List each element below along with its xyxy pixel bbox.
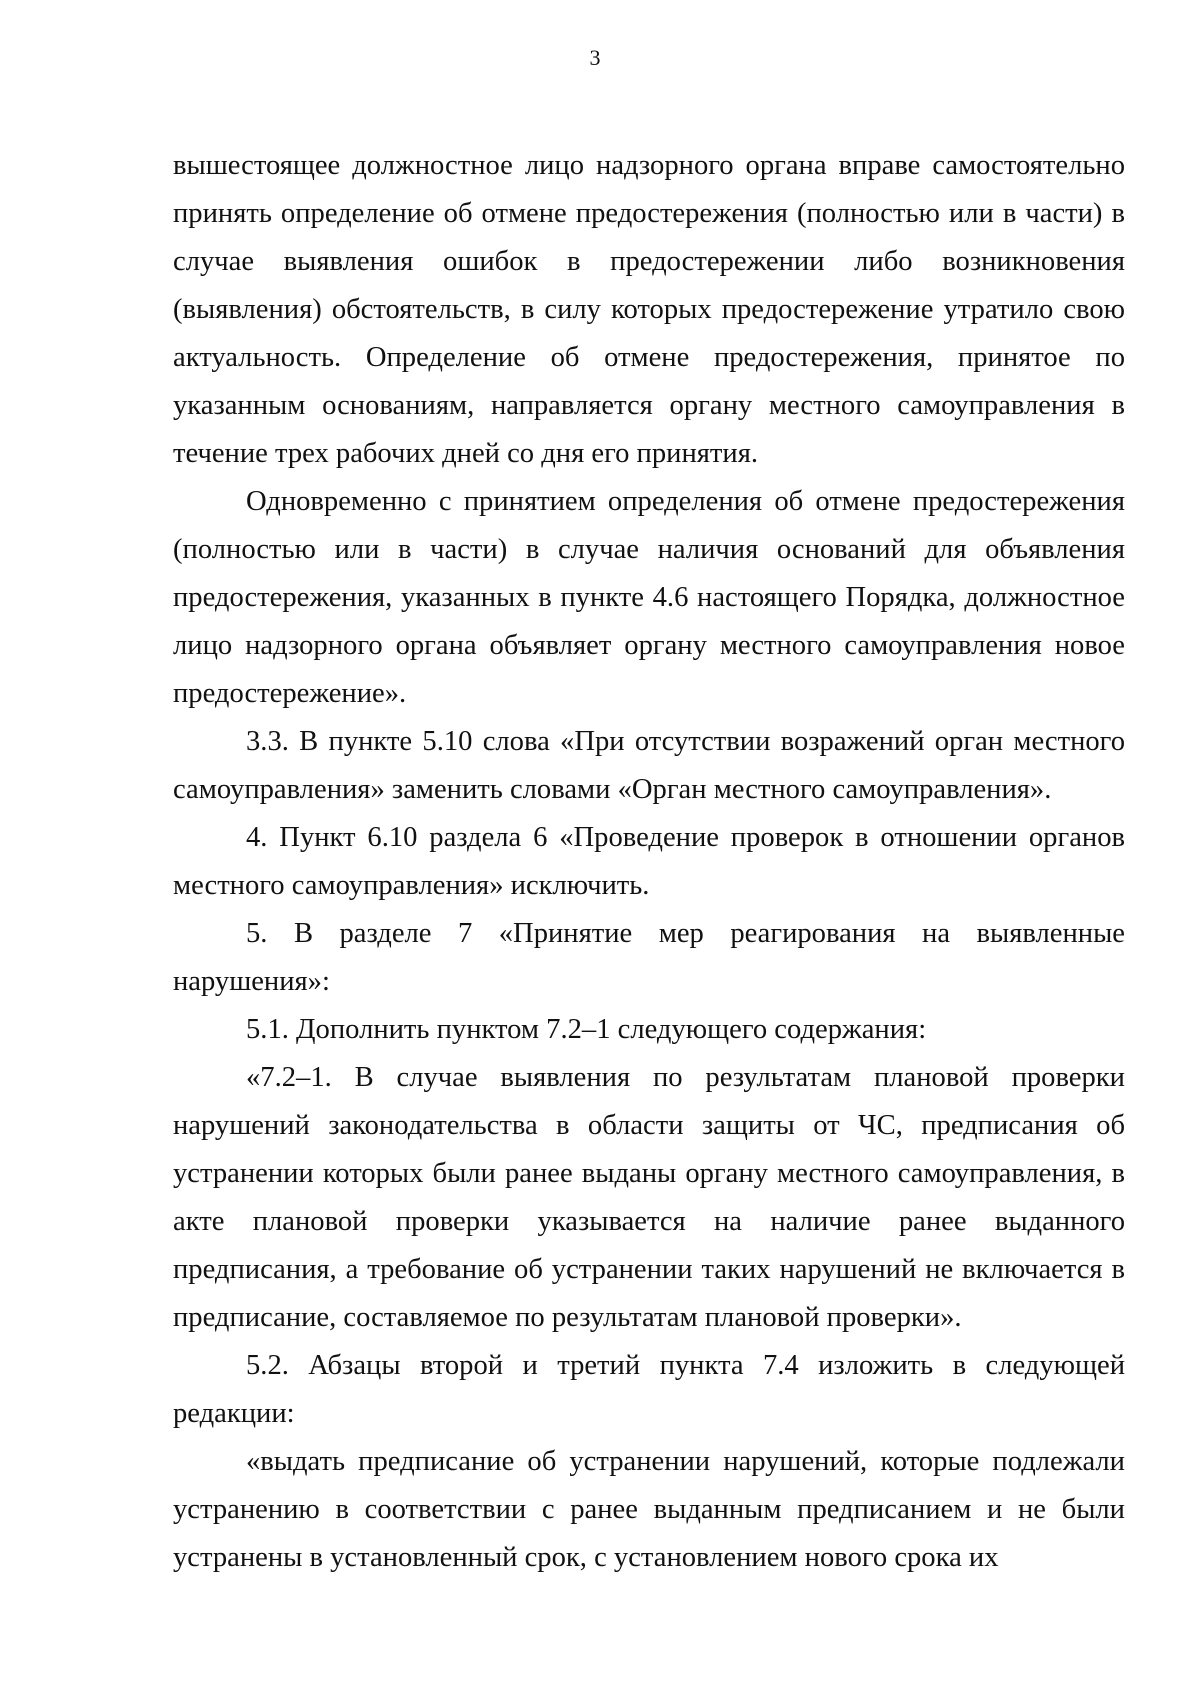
paragraph: 5. В разделе 7 «Принятие мер реагирования на выявленные нарушения»: xyxy=(173,918,1125,997)
paragraph: Одновременно с принятием определения об отмене предостережения (полностью или в части) в случае наличия оснований для объявления предостережения, указанных в пункте 4.6 настоящего Порядка, должностное лицо надзорного органа объявляет органу местного самоуправления новое предостережение». xyxy=(173,486,1125,709)
page-number: 3 xyxy=(589,45,601,70)
paragraph-continuation: вышестоящее должностное лицо надзорного органа вправе самостоятельно принять определение об отмене предостережения (полностью или в части) в случае выявления ошибок в предостережении либо возникновения (выявления) обстоятельств, в силу которых предостережение утратило свою актуальность. Определение об отмене предостережения, принятое по указанным основаниям, направляется органу местного самоуправления в течение трех рабочих дней со дня его принятия. xyxy=(173,150,1125,469)
document-body xyxy=(173,142,1125,1582)
paragraph: «выдать предписание об устранении нарушений, которые подлежали устранению в соответствии с ранее выданным предписанием и не были устранены в установленный срок, с установлением нового срока их xyxy=(173,1446,1125,1573)
paragraph: 3.3. В пункте 5.10 слова «При отсутствии возражений орган местного самоуправления» заменить словами «Орган местного самоуправления». xyxy=(173,726,1125,805)
paragraph: 5.1. Дополнить пунктом 7.2–1 следующего содержания: xyxy=(246,1014,927,1045)
paragraph: 4. Пункт 6.10 раздела 6 «Проведение проверок в отношении органов местного самоуправления» исключить. xyxy=(173,822,1125,901)
paragraph: «7.2–1. В случае выявления по результатам плановой проверки нарушений законодательства в области защиты от ЧС, предписания об устранении которых были ранее выданы органу местного самоуправления, в акте плановой проверки указывается на наличие ранее выданного предписания, а требование об устранении таких нарушений не включается в предписание, составляемое по результатам плановой проверки». xyxy=(173,1062,1125,1333)
paragraph: 5.2. Абзацы второй и третий пункта 7.4 изложить в следующей редакции: xyxy=(173,1350,1125,1429)
